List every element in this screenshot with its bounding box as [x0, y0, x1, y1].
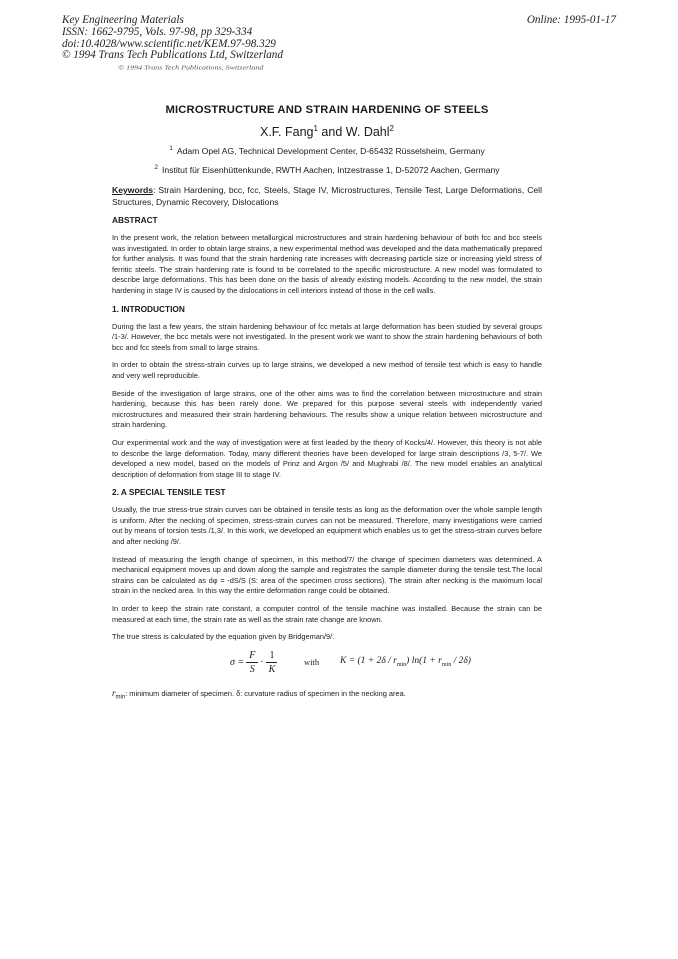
eq-dot: ·	[260, 657, 264, 669]
k-equation	[340, 656, 471, 668]
author-conjunction: and	[317, 125, 346, 139]
affil-text: Adam Opel AG, Technical Development Center, D-65432 Rüsselsheim, Germany	[176, 146, 485, 156]
rmin-text: : minimum diameter of specimen. δ: curvature radius of specimen in the necking area.	[125, 688, 406, 698]
abstract-heading: ABSTRACT	[112, 215, 158, 225]
intro-paragraph: During the last a few years, the strain hardening behaviour of fcc metals at large deformation has been studied by several groups /1-3/. However, the bcc metals were not investigated. In the present work we want to show the strain hardening behaviours of both bcc and fcc steels from small to large strains.	[112, 321, 542, 352]
introduction-heading: 1. INTRODUCTION	[112, 303, 185, 314]
eq2-part: / 2δ)	[451, 655, 471, 666]
tensile-paragraph: The true stress is calculated by the equation given by Bridgeman/9/.	[112, 632, 335, 642]
paper-body	[112, 104, 542, 702]
online-date: Online: 1995-01-17	[526, 14, 616, 26]
eq-denominator: K	[268, 664, 276, 676]
rmin-definition	[112, 688, 542, 702]
issn-line: ISSN: 1662-9795, Vols. 97-98, pp 329-334	[62, 25, 253, 38]
tensile-test-heading: 2. A SPECIAL TENSILE TEST	[112, 487, 226, 498]
tensile-paragraph: Usually, the true stress-true strain curves can be obtained in tensile tests as long as the deformation over the whole sample length is uniform. After the necking of specimen, stress-strain curves can not be measured. Therefore, many investigations were carried out by means of torsion tests /1,3/. In this work, we developed an equipment which enables us to get the stress-strain curves before and after necking /9/.	[112, 505, 542, 547]
abstract-text: In the present work, the relation between metallurgical microstructures and strain hardening behaviour of both fcc and bcc steels was investigated. In order to obtain large strains, a new experimental method was developed and the data mathematically prepared for further analysis. It was found that the strain hardening rate increases with decreasing particle size or increasing yield stress of ferritic steels. The strain hardening rate is found to be correlated to the specific microstructure. A new model was formulated to describe large deformations. This has been done on the basis of already existing models. According to the new model, the strain hardening in stage IV is caused by the dislocations in cell interiors instead of those in the cell walls.	[112, 233, 542, 295]
eq-numerator: F	[246, 649, 258, 663]
affiliation-2	[112, 165, 542, 175]
author-name: X.F. Fang	[260, 125, 314, 139]
eq-numerator: 1	[266, 649, 277, 663]
publisher-header	[62, 15, 482, 62]
rmin-symbol: r	[112, 687, 116, 698]
paper-title: MICROSTRUCTURE AND STRAIN HARDENING OF STEELS	[165, 104, 489, 116]
author-name: W. Dahl	[345, 125, 390, 139]
affil-mark: 2	[154, 164, 159, 172]
affil-text: Institut für Eisenhüttenkunde, RWTH Aachen, Intzestrasse 1, D-52072 Aachen, Germany	[162, 165, 500, 175]
intro-paragraph: Our experimental work and the way of investigation were at first leaded by the theory of Kocks/4/. However, this theory is not able to describe the large deformation. Today, many different theories have been developed for large strain descriptions /3, 5-7/. We developed a new model, based on the models of Prinz and Argon /5/ and Mughrabi /8/. The new model enables an analytical description of deformation from stage III to stage IV.	[112, 437, 542, 479]
intro-paragraph: In order to obtain the stress-strain curves up to large strains, we developed a new method of tensile test which is easy to handle and very well reproducible.	[112, 360, 542, 380]
rmin-subscript: min	[115, 694, 126, 701]
bridgeman-equation	[112, 646, 542, 686]
keywords	[112, 184, 542, 208]
eq2-part: ) ln(1 + r	[406, 655, 442, 666]
eq-with: with	[304, 656, 320, 667]
doi-link[interactable]: doi:10.4028/www.scientific.net/KEM.97-98.329	[62, 37, 276, 50]
keywords-label: Keywords	[112, 185, 154, 195]
journal-name: Key Engineering Materials	[62, 14, 184, 26]
eq-denominator: S	[249, 664, 255, 676]
affiliation-1	[112, 146, 542, 156]
copyright-line: © 1994 Trans Tech Publications Ltd, Switzerland	[62, 49, 283, 62]
eq-fraction	[246, 649, 258, 676]
intro-paragraph: Beside of the investigation of large strains, one of the other aims was to find the correlation between microstructure and strain hardening, because this has been rarely done. We prepared for this purpose several steels with independently varied microstructures and measured their strain hardening behaviours. The results show a unique relation between microstructure and strain hardening.	[112, 388, 542, 430]
tensile-paragraph: Instead of measuring the length change of specimen, in this method/7/ the change of specimen diameters was determined. A mechanical equipment moves up and down along the sample and registrates the sample diameter during the tensile test.The local strains can be calculated as dφ = -dS/S (S: area of the specimen cross sections). The strain after necking is the maximum local strain in the necked area. In this way the entire deformation range could be obtained.	[112, 554, 542, 596]
eq-lhs: σ =	[230, 657, 245, 669]
eq2-subscript: min	[441, 661, 452, 668]
stress-equation	[230, 646, 280, 680]
keywords-text: : Strain Hardening, bcc, fcc, Steels, Stage IV, Microstructures, Tensile Test, Large Deformations, Cell Structures, Dynamic Recovery, Dislocations	[112, 185, 542, 207]
affil-mark: 1	[169, 145, 173, 153]
author-affil-mark: 2	[389, 123, 394, 133]
eq2-subscript: min	[396, 661, 407, 668]
eq-fraction	[266, 649, 279, 676]
tensile-paragraph: In order to keep the strain rate constant, a computer control of the tensile machine was installed. Because the strain can be measured at each time, the strain rate as well as the strain rate change are known.	[112, 604, 542, 624]
eq2-part: K = (1 + 2δ / r	[340, 655, 397, 666]
author-line	[112, 125, 542, 139]
author-affil-mark: 1	[313, 123, 318, 133]
scan-copyright: © 1994 Trans Tech Publications, Switzerland	[118, 64, 264, 71]
